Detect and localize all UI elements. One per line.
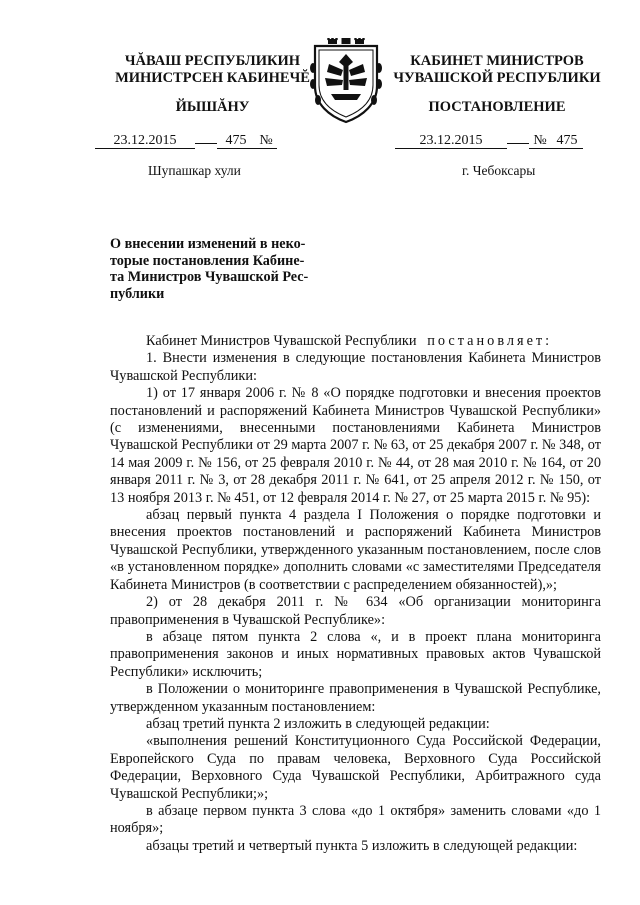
subject-line: О внесении изменений в неко- [110, 236, 306, 252]
body-paragraph: 1. Внести изменения в следующие постановления Кабинета Министров Чувашской Республики: [110, 350, 601, 384]
body-paragraph: абзац третий пункта 2 изложить в следующей редакции: [146, 715, 490, 732]
place-left: Шупашкар хули [148, 163, 241, 178]
body-paragraph: 1) от 17 января 2006 г. № 8 «О порядке подготовки и внесения проектов постановлений и распоряжений Кабинета Министров Чувашской Республики» (с изменениями, внесенными постановлениями Кабинета Министров Чувашской Республики от 29 марта 2007 г. № 63, от 25 декабря 2007 г. № 348, от 14 мая 2009 г. № 156, от 25 февраля 2010 г. № 44, от 28 мая 2010 г. № 164, от 20 января 2011 г. № 3, от 28 декабря 2011 г. № 641, от 25 апреля 2012 г. № 150, от 13 ноября 2013 г. № 451, от 12 февраля 2014 г. № 27, от 25 марта 2015 г. № 95): [110, 385, 601, 506]
body-paragraph: «выполнения решений Конституционного Суда Российской Федерации, Европейского Суда по правам человека, Верховного Суда Российской Федерации, Верховного Суда Чувашской Республики, Арбитражного суда Чувашской Республики;»; [110, 733, 601, 802]
intro-prefix: Кабинет Министров Чувашской Республики [146, 333, 417, 349]
body-paragraph: абзацы третий и четвертый пункта 5 изложить в следующей редакции: [146, 837, 578, 854]
number-right: 475 [551, 133, 583, 149]
doc-type-right: ПОСТАНОВЛЕНИЕ [428, 99, 566, 115]
subject-line: публики [110, 285, 165, 302]
subject-line: торые постановления Кабине- [110, 252, 305, 269]
subject-line: та Министров Чувашской Рес- [110, 269, 309, 285]
number-sign-right: № [529, 133, 551, 149]
document-subject [110, 236, 315, 302]
doc-type-left: ЙЫШĂНУ [175, 99, 250, 115]
document-body [110, 333, 601, 855]
header-right [392, 53, 602, 87]
body-paragraph: в Положении о мониторинге правоприменения в Чувашской Республике, утвержденном указанным постановлением: [110, 681, 601, 715]
body-paragraph: в абзаце пятом пункта 2 слова «, и в проект плана мониторинга правоприменения законов и иных нормативных правовых актов Чувашской Республики» исключить; [110, 628, 601, 680]
number-left: 475 [217, 133, 255, 149]
chuvash-emblem-icon [309, 38, 383, 124]
body-paragraph: абзац первый пункта 4 раздела I Положения о порядке подготовки и внесения проектов постановлений и распоряжений Кабинета Министров Чувашской Республики, утвержденного указанным постановлением, после слов «в установленном порядке» дополнить словами «с заместителями Председателя Кабинета Министров (в соответствии с распределением обязанностей),»; [110, 507, 601, 593]
body-paragraph: 2) от 28 декабря 2011 г. № 634 «Об организации мониторинга правоприменения в Чувашской Республике»: [110, 594, 601, 628]
header-left-line1: ЧĂВАШ РЕСПУБЛИКИН [124, 53, 301, 69]
body-paragraph: в абзаце первом пункта 3 слова «до 1 октября» заменить словами «до 1 ноября»; [110, 802, 601, 837]
intro-paragraph [110, 333, 601, 350]
date-right: 23.12.2015 [395, 133, 507, 149]
number-sign-left: № [255, 133, 277, 149]
header-right-line2: ЧУВАШСКОЙ РЕСПУБЛИКИ [393, 70, 601, 86]
date-left: 23.12.2015 [95, 133, 195, 149]
header-left-line2: МИНИСТРСЕН КАБИНЕЧĔ [115, 70, 310, 86]
number-line-right [395, 133, 583, 151]
header-left [95, 53, 330, 87]
place-right: г. Чебоксары [462, 163, 536, 178]
number-line-left [95, 133, 277, 151]
intro-verb: постановляет: [427, 333, 553, 349]
header-right-line1: КАБИНЕТ МИНИСТРОВ [410, 53, 584, 69]
